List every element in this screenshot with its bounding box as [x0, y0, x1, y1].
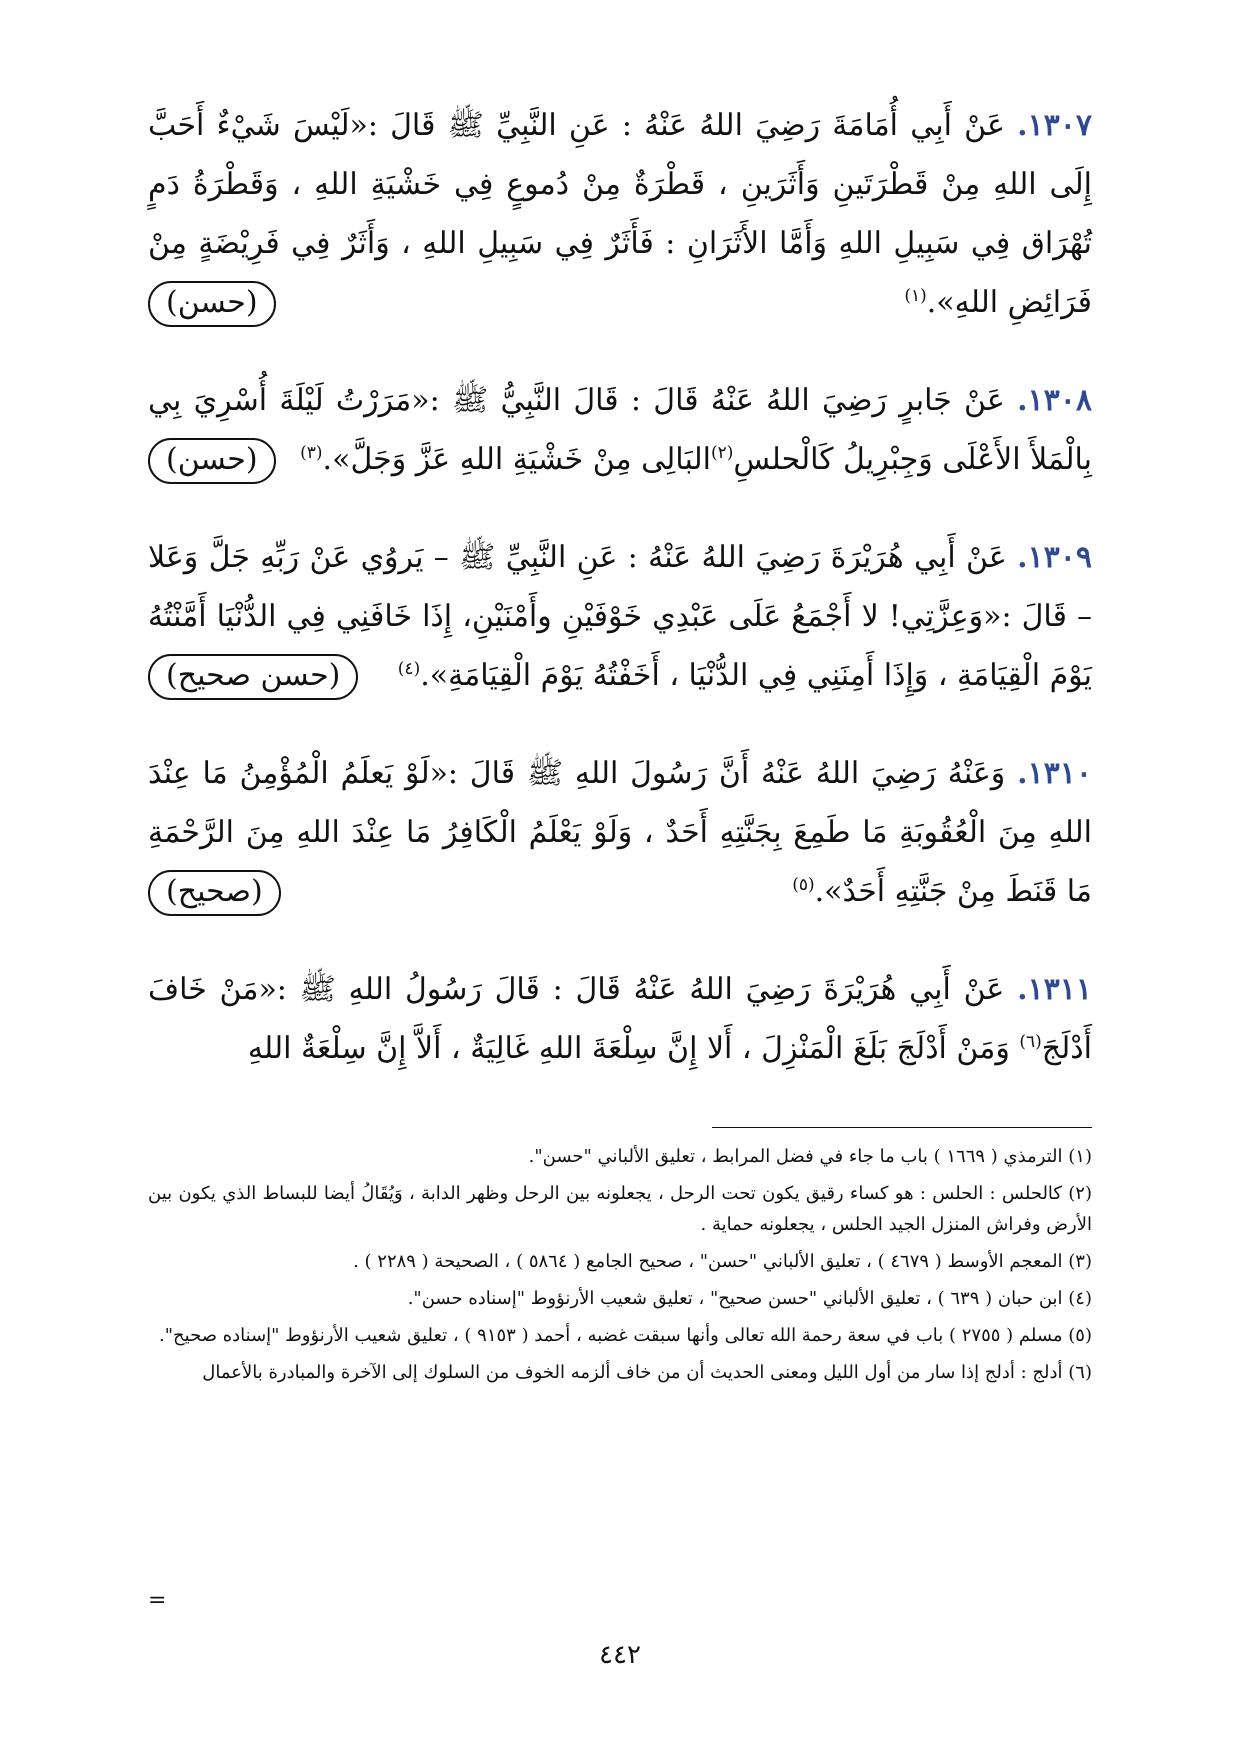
- footnote-2: (٢) كالحلس : الحلس : هو كساء رقيق يكون تحت الرحل ، يجعلونه بين الرحل وظهر الدابة ، وَيُقَالُ أيضا للبساط الذي يكون بين الأرض وفراش المنزل الجيد الحلس ، يجعلونه حماية .: [148, 1183, 1092, 1235]
- page-body: [148, 96, 1092, 1117]
- hadith-body-cont: البَالِى مِنْ خَشْيَةِ اللهِ عَزَّ وَجَلَّ».: [322, 442, 711, 477]
- hadith-body: عَنْ أَبِي هُرَيْرَةَ رَضِيَ اللهُ عَنْهُ : عَنِ النَّبِيِّ ﷺ – يَروُي عَنْ رَبِّهِ جَلَّ وَعَلا – قَالَ :«وَعِزَّتِي! لا أَجْمَعُ عَلَى عَبْدِي خَوْفَيْنِ وأَمْنَيْنِ، إِذَا خَافَنِي فِي الدُّنْيَا أَمَّنْتُهُ يَوْمَ الْقِيَامَةِ ، وَإِذَا أَمِنَنِي فِي الدُّنْيَا ، أَخَفْتُهُ يَوْمَ الْقِيَامَةِ».: [148, 540, 1092, 693]
- hadith-1308: [148, 371, 1092, 489]
- footnote-marker: (٣): [300, 443, 323, 463]
- page-number: ٤٤٢: [599, 1640, 641, 1670]
- hadith-body: وَعَنْهُ رَضِيَ اللهُ عَنْهُ أَنَّ رَسُولَ اللهِ ﷺ قَالَ :«لَوْ يَعلَمُ الْمُؤْمِنُ مَا عِنْدَ اللهِ مِنَ الْعُقُوبَةِ مَا طَمِعَ بِجَنَّتِهِ أَحَدٌ ، وَلَوْ يَعْلَمُ الْكَافِرُ مَا عِنْدَ اللهِ مِنَ الرَّحْمَةِ مَا قَنَطَ مِنْ جَنَّتِهِ أَحَدٌ».: [148, 756, 1092, 909]
- hadith-text: [148, 744, 1092, 921]
- footnote-marker: (١): [904, 286, 927, 306]
- hadith-number: ١٣٠٨.: [1017, 383, 1092, 418]
- hadith-number: ١٣٠٧.: [1017, 108, 1092, 143]
- footnote-separator: [148, 1127, 1092, 1128]
- hadith-body-cont: وَمَنْ أَدْلَجَ بَلَغَ الْمَنْزِلَ ، أَلا إِنَّ سِلْعَةَ اللهِ غَالِيَةٌ ، أَلاَّ إِنَّ سِلْعَةٌ اللهِ: [247, 1031, 1010, 1066]
- continuation-mark: =: [148, 1588, 167, 1613]
- footnote-marker: (٦): [1019, 1032, 1042, 1052]
- hadith-1309: [148, 528, 1092, 705]
- footnote-3: (٣) المعجم الأوسط ( ٤٦٧٩ ) ، تعليق الألباني "حسن" ، صحيح الجامع ( ٥٨٦٤ ) ، الصحيحة ( ٢٢٨٩ ) .: [353, 1251, 1092, 1272]
- hadith-number: ١٣٠٩.: [1017, 540, 1092, 575]
- footnote-4: (٤) ابن حبان ( ٦٣٩ ) ، تعليق الألباني "حسن صحيح" ، تعليق شعيب الأرنؤوط "إسناده حسن".: [407, 1288, 1092, 1309]
- hadith-body: عَنْ جَابرٍ رَضِيَ اللهُ عَنْهُ قَالَ : قَالَ النَّبِيُّ ﷺ :«مَرَرْتُ لَيْلَةَ أُسْرِيَ بِي بِالْمَلأَ الأَعْلَى وَجِبْرِيلُ كَالْحلسِ: [148, 383, 1092, 477]
- hadith-1310: [148, 744, 1092, 921]
- hadith-body: عَنْ أَبِي أُمَامَةَ رَضِيَ اللهُ عَنْهُ : عَنِ النَّبِيِّ ﷺ قَالَ :«لَيْسَ شَيْءٌ أَحَبَّ إِلَى اللهِ مِنْ قَطْرَتَينِ وَأَثَرَينِ ، قَطْرَةٌ مِنْ دُموعٍ فِي خَشْيَةِ اللهِ ، وَقَطْرَةُ دَمٍ تُهْرَاق فِي سَبِيلِ اللهِ وَأَمَّا الأَثَرَانِ : فَأَثَرٌ فِي سَبِيلِ اللهِ ، وَأَثَرٌ فِي فَرِيْضَةٍ مِنْ فَرَائِضِ اللهِ».: [148, 108, 1092, 320]
- grade-badge: (حسن صحيح): [148, 654, 358, 700]
- hadith-1307: [148, 96, 1092, 332]
- footnotes: [148, 1141, 1092, 1394]
- hadith-body: عَنْ أَبِي هُرَيْرَةَ رَضِيَ اللهُ عَنْهُ قَالَ : قَالَ رَسُولُ اللهِ ﷺ :«مَنْ خَافَ أَدْلَجَ: [148, 972, 1092, 1066]
- hadith-text: [148, 96, 1092, 332]
- grade-badge: (حسن): [148, 438, 276, 484]
- hadith-number: ١٣١١.: [1017, 972, 1092, 1007]
- footnote-5: (٥) مسلم ( ٢٧٥٥ ) باب في سعة رحمة الله تعالى وأنها سبقت غضبه ، أحمد ( ٩١٥٣ ) ، تعليق شعيب الأرنؤوط "إسناده صحيح".: [159, 1325, 1092, 1346]
- footnote-marker: (٢): [710, 443, 734, 463]
- footnote-marker: (٤): [397, 659, 421, 679]
- footnote-6: (٦) أدلج : أدلج إذا سار من أول الليل ومعنى الحديث أن من خاف ألزمه الخوف من السلوك إلى الآخرة والمبادرة بالأعمال: [202, 1362, 1092, 1383]
- hadith-text: [148, 528, 1092, 705]
- grade-badge: (حسن): [148, 281, 276, 327]
- hadith-text: [148, 960, 1092, 1078]
- hadith-number: ١٣١٠.: [1017, 756, 1092, 791]
- hadith-text: [148, 371, 1092, 489]
- footnote-marker: (٥): [792, 875, 815, 895]
- footnote-1: (١) الترمذي ( ١٦٦٩ ) باب ما جاء في فضل المرابط ، تعليق الألباني "حسن".: [528, 1146, 1092, 1167]
- hadith-1311: [148, 960, 1092, 1078]
- grade-badge: (صحيح): [148, 870, 281, 916]
